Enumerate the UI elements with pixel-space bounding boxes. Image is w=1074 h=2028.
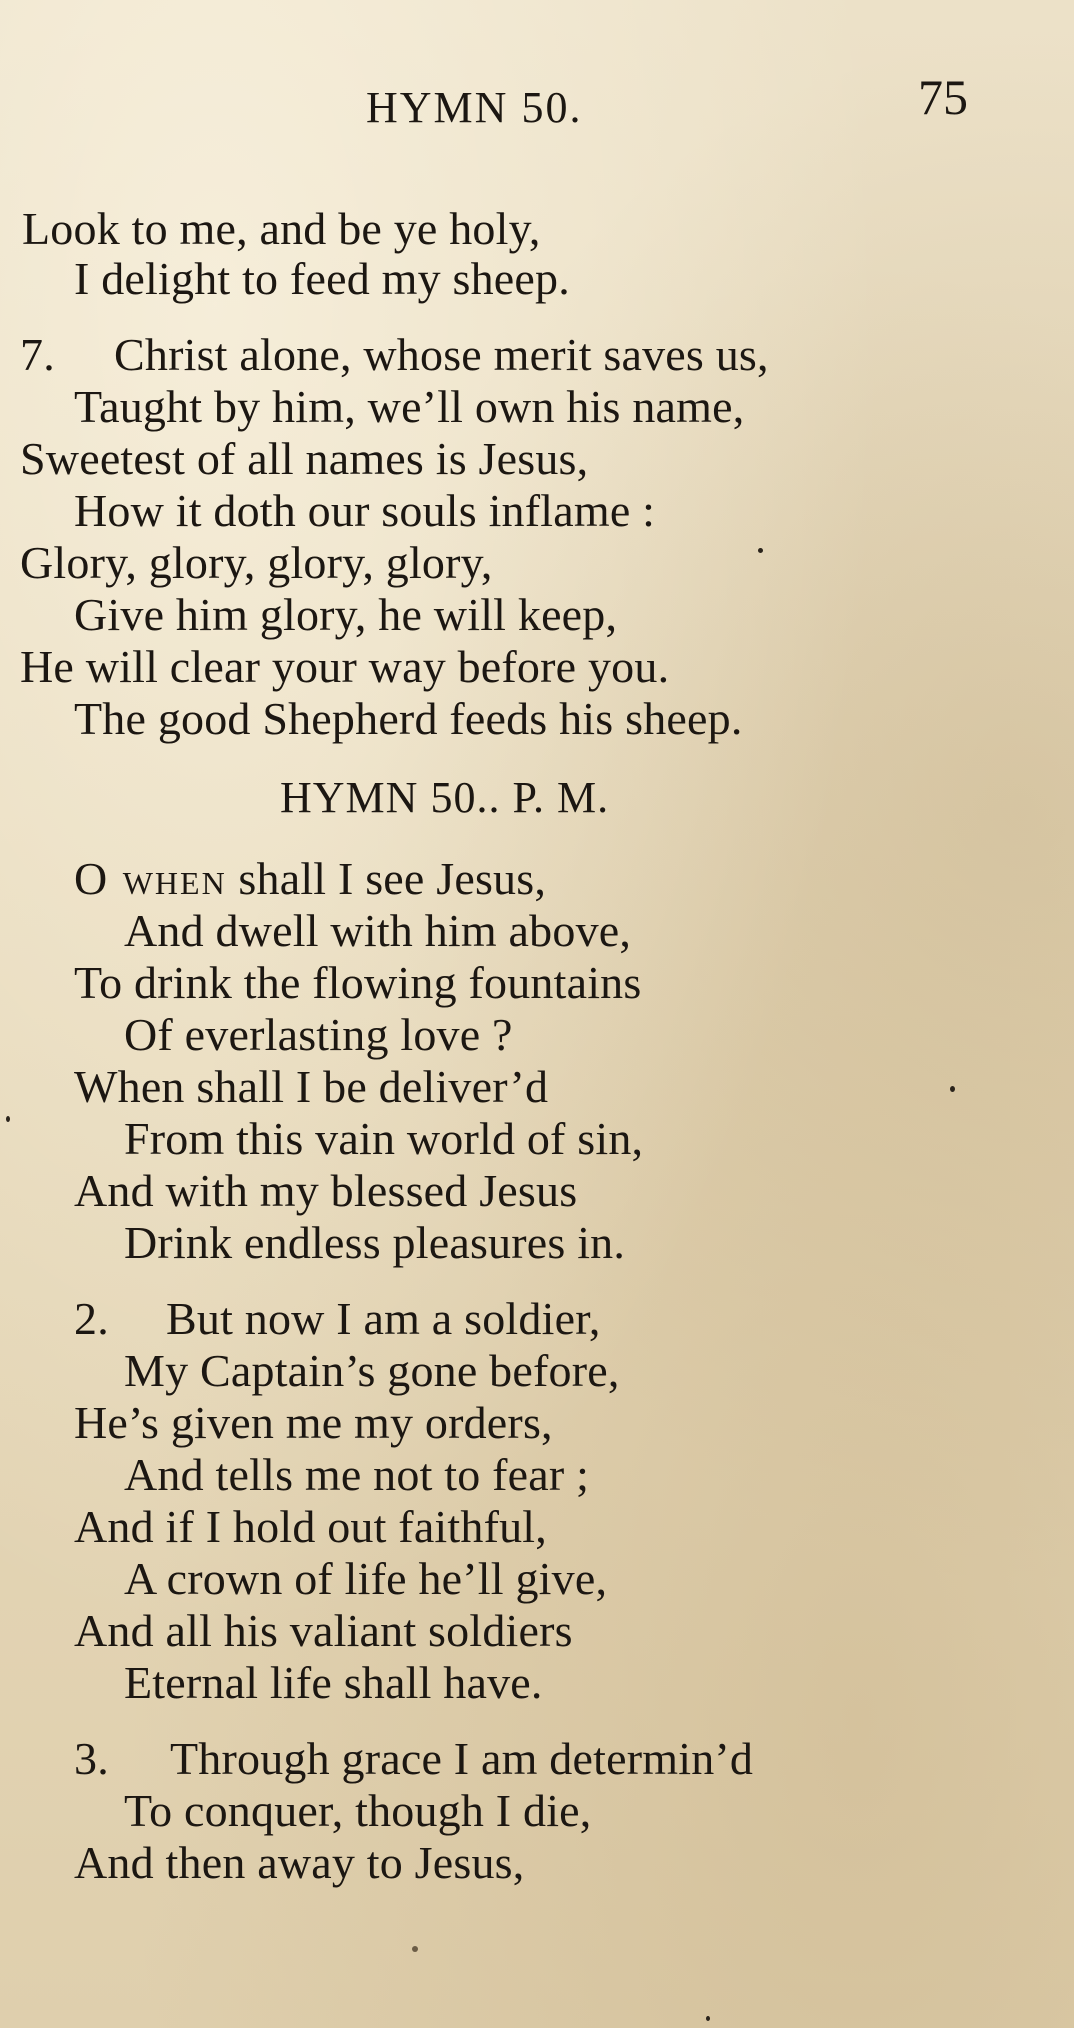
running-head: HYMN 50. (366, 83, 583, 132)
hymn-first-line (74, 853, 547, 904)
ink-speck (950, 1086, 955, 1092)
stanza-3-first-line: Through grace I am determin’d (170, 1733, 754, 1784)
verse-line: Glory, glory, glory, glory, (20, 537, 493, 588)
verse-line: Look to me, and be ye holy, (22, 203, 541, 254)
stanza-2-first-line: But now I am a soldier, (166, 1293, 601, 1344)
verse-line: And then away to Jesus, (74, 1837, 525, 1888)
ink-speck (6, 1116, 10, 1122)
stanza-3-number: 3. (74, 1733, 109, 1784)
verse-line: Of everlasting love ? (124, 1009, 513, 1060)
opening-word: O when (74, 853, 227, 904)
verse-line: And dwell with him above, (124, 905, 632, 956)
verse-line: Drink endless pleasures in. (124, 1217, 626, 1268)
stanza-7-first-line: Christ alone, whose merit saves us, (114, 329, 769, 380)
hymn-title: HYMN 50.. P. M. (280, 773, 610, 822)
verse-line: And with my blessed Jesus (74, 1165, 578, 1216)
ink-speck (706, 2016, 710, 2021)
verse-line: To conquer, though I die, (124, 1785, 592, 1836)
verse-line: Taught by him, we’ll own his name, (74, 381, 745, 432)
verse-line: The good Shepherd feeds his sheep. (74, 693, 743, 744)
first-line-rest: shall I see Jesus, (226, 853, 547, 904)
page-number: 75 (918, 69, 968, 125)
verse-line: He’s given me my orders, (74, 1397, 553, 1448)
verse-line: And tells me not to fear ; (124, 1449, 590, 1500)
verse-line: And if I hold out faithful, (74, 1501, 547, 1552)
verse-line: My Captain’s gone before, (124, 1345, 620, 1396)
verse-line: How it doth our souls inflame : (74, 485, 656, 536)
ink-speck (412, 1946, 418, 1952)
verse-line: From this vain world of sin, (124, 1113, 644, 1164)
verse-line: When shall I be deliver’d (74, 1061, 549, 1112)
verse-line: Eternal life shall have. (124, 1657, 543, 1708)
verse-line: A crown of life he’ll give, (124, 1553, 608, 1604)
verse-line: Give him glory, he will keep, (74, 589, 618, 640)
verse-line: To drink the flowing fountains (74, 957, 642, 1008)
verse-line: And all his valiant soldiers (74, 1605, 573, 1656)
stanza-2-number: 2. (74, 1293, 109, 1344)
stanza-7-number: 7. (20, 329, 55, 380)
verse-line: I delight to feed my sheep. (74, 253, 570, 304)
verse-line: Sweetest of all names is Jesus, (20, 433, 589, 484)
ink-speck (758, 548, 763, 553)
verse-line: He will clear your way before you. (20, 641, 670, 692)
